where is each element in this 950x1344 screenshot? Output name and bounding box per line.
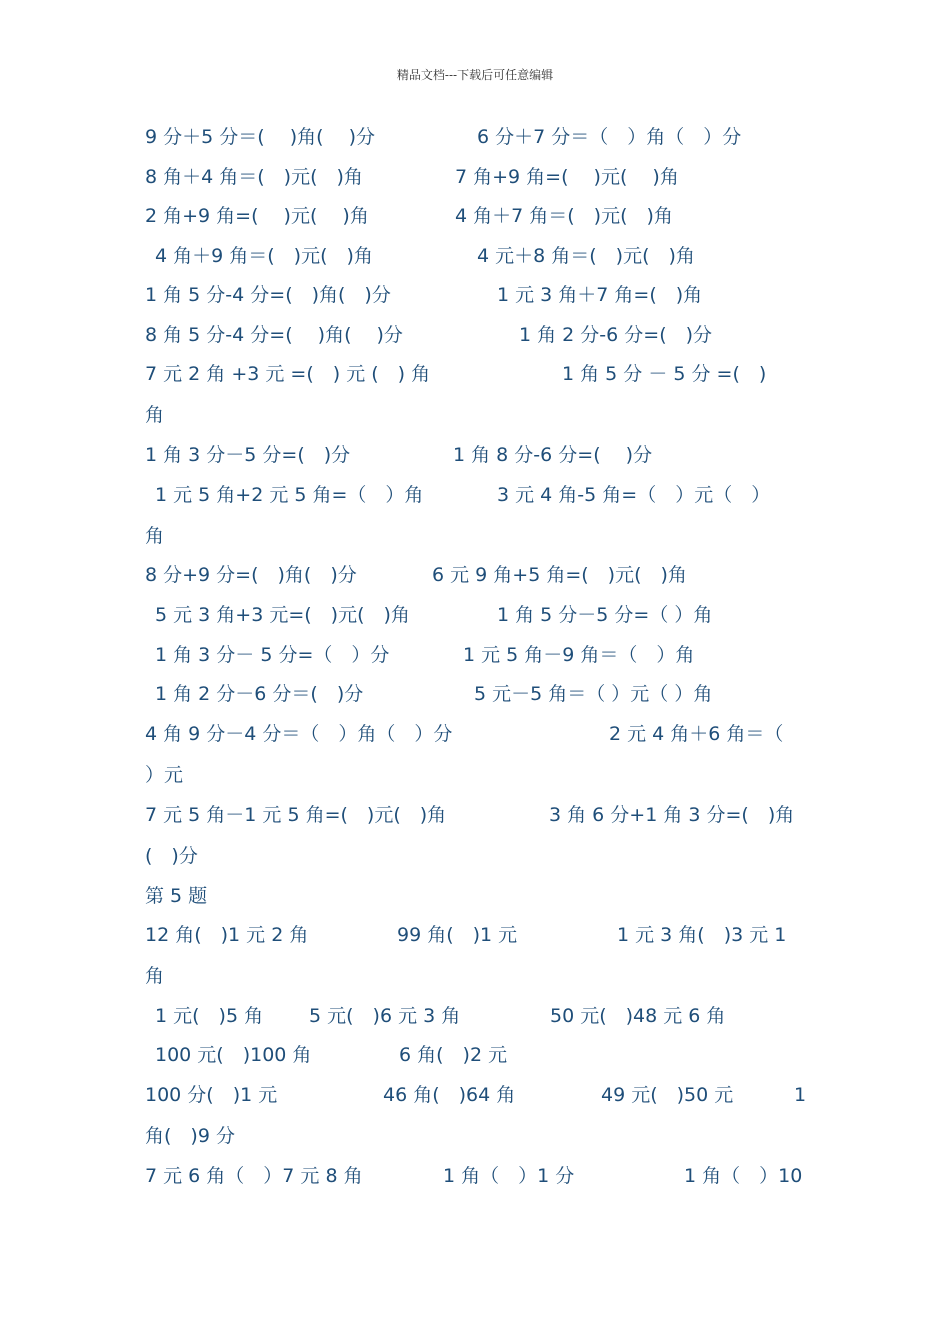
exercise-line	[0, 561, 687, 589]
exercise-item: 50 元( )48 元 6 角	[550, 1005, 726, 1027]
exercise-item: 3 元 4 角-5 角=（ ）元（ ）	[497, 484, 771, 506]
exercise-item: 1 角 5 分-4 分=( )角( )分	[145, 284, 391, 306]
exercise-item: 4 角＋9 角＝( )元( )角	[155, 245, 373, 267]
exercise-line	[0, 761, 184, 789]
exercise-item: 7 元 5 角－1 元 5 角=( )元( )角	[145, 804, 447, 826]
exercise-line	[0, 321, 713, 349]
exercise-line	[0, 360, 767, 388]
exercise-item: 100 分( )1 元	[145, 1084, 278, 1106]
exercise-item: 1 元 5 角+2 元 5 角=（ ）角	[155, 484, 424, 506]
exercise-item: 7 元 6 角（ ）7 元 8 角	[145, 1165, 363, 1187]
exercise-item: ）元	[145, 764, 184, 786]
exercise-line	[0, 163, 679, 191]
exercise-item: 1 角 2 分－6 分＝( )分	[155, 683, 364, 705]
exercise-line	[0, 242, 695, 270]
exercise-item: 1 角（ ）10	[684, 1165, 803, 1187]
exercise-item: 1 角 3 分－ 5 分=（ ）分	[155, 644, 390, 666]
exercise-line	[0, 123, 742, 151]
exercise-item: 3 角 6 分+1 角 3 分=( )角	[549, 804, 795, 826]
exercise-item: 1 元 5 角－9 角＝（ ）角	[463, 644, 695, 666]
exercise-line	[0, 1162, 803, 1190]
exercise-line	[0, 202, 673, 230]
exercise-line	[0, 401, 165, 429]
exercise-item: ( )分	[145, 845, 198, 867]
exercise-item: 8 角＋4 角＝( )元( )角	[145, 166, 363, 188]
exercise-item: 4 角＋7 角＝( )元( )角	[455, 205, 673, 227]
exercise-item: 1	[794, 1084, 807, 1106]
page-header: 精品文档---下载后可任意编辑	[396, 68, 554, 82]
exercise-item: 1 元 3 角( )3 元 1	[617, 924, 787, 946]
exercise-item: 1 角 8 分-6 分=( )分	[453, 444, 653, 466]
exercise-item: 6 分＋7 分＝（ ）角（ ）分	[477, 126, 742, 148]
exercise-line	[0, 481, 771, 509]
exercise-item: 1 角 2 分-6 分=( )分	[519, 324, 713, 346]
exercise-item: 6 元 9 角+5 角=( )元( )角	[432, 564, 687, 586]
section-title	[0, 882, 208, 910]
exercise-line	[0, 962, 165, 990]
exercise-item: 99 角( )1 元	[397, 924, 518, 946]
exercise-line	[0, 1002, 726, 1030]
exercise-item: 100 元( )100 角	[155, 1044, 312, 1066]
exercise-item: 5 元( )6 元 3 角	[309, 1005, 461, 1027]
exercise-item: 5 元 3 角+3 元=( )元( )角	[155, 604, 410, 626]
exercise-item: 角	[145, 404, 165, 426]
exercise-item: 46 角( )64 角	[383, 1084, 516, 1106]
exercise-item: 8 角 5 分-4 分=( )角( )分	[145, 324, 403, 346]
exercise-item: 角	[145, 965, 165, 987]
exercise-line	[0, 842, 198, 870]
exercise-line	[0, 641, 695, 669]
exercise-item: 49 元( )50 元	[601, 1084, 734, 1106]
exercise-item: 1 元( )5 角	[155, 1005, 264, 1027]
exercise-item: 9 分＋5 分＝( )角( )分	[145, 126, 375, 148]
exercise-line	[0, 441, 653, 469]
exercise-line	[0, 281, 703, 309]
exercise-line	[0, 522, 165, 550]
exercise-item: 7 元 2 角 +3 元 =( ) 元 ( ) 角	[145, 363, 431, 385]
exercise-item: 1 角 5 分 － 5 分 =( )	[562, 363, 767, 385]
exercise-item: 5 元－5 角＝（ ）元（ ）角	[474, 683, 713, 705]
exercise-item: 角( )9 分	[145, 1125, 235, 1147]
exercise-item: 12 角( )1 元 2 角	[145, 924, 309, 946]
exercise-line	[0, 680, 713, 708]
exercise-item: 角	[145, 525, 165, 547]
exercise-line	[0, 1041, 508, 1069]
exercise-line	[0, 1122, 235, 1150]
exercise-line	[0, 601, 713, 629]
exercise-item: 2 角+9 角=( )元( )角	[145, 205, 369, 227]
exercise-item: 1 元 3 角＋7 角=( )角	[497, 284, 703, 306]
exercise-line	[0, 720, 784, 748]
exercise-line	[0, 921, 787, 949]
exercise-item: 4 元＋8 角＝( )元( )角	[477, 245, 695, 267]
exercise-item: 8 分+9 分=( )角( )分	[145, 564, 357, 586]
exercise-item: 1 角（ ）1 分	[443, 1165, 575, 1187]
exercise-item: 6 角( )2 元	[399, 1044, 508, 1066]
exercise-item: 4 角 9 分－4 分＝（ ）角（ ）分	[145, 723, 453, 745]
section-title-text: 第 5 题	[145, 885, 208, 907]
exercise-item: 2 元 4 角＋6 角＝（	[609, 723, 784, 745]
exercise-item: 1 角 5 分－5 分=（ ）角	[497, 604, 713, 626]
exercise-item: 7 角+9 角=( )元( )角	[455, 166, 679, 188]
exercise-line	[0, 801, 795, 829]
exercise-line	[0, 1081, 807, 1109]
exercise-item: 1 角 3 分－5 分=( )分	[145, 444, 351, 466]
